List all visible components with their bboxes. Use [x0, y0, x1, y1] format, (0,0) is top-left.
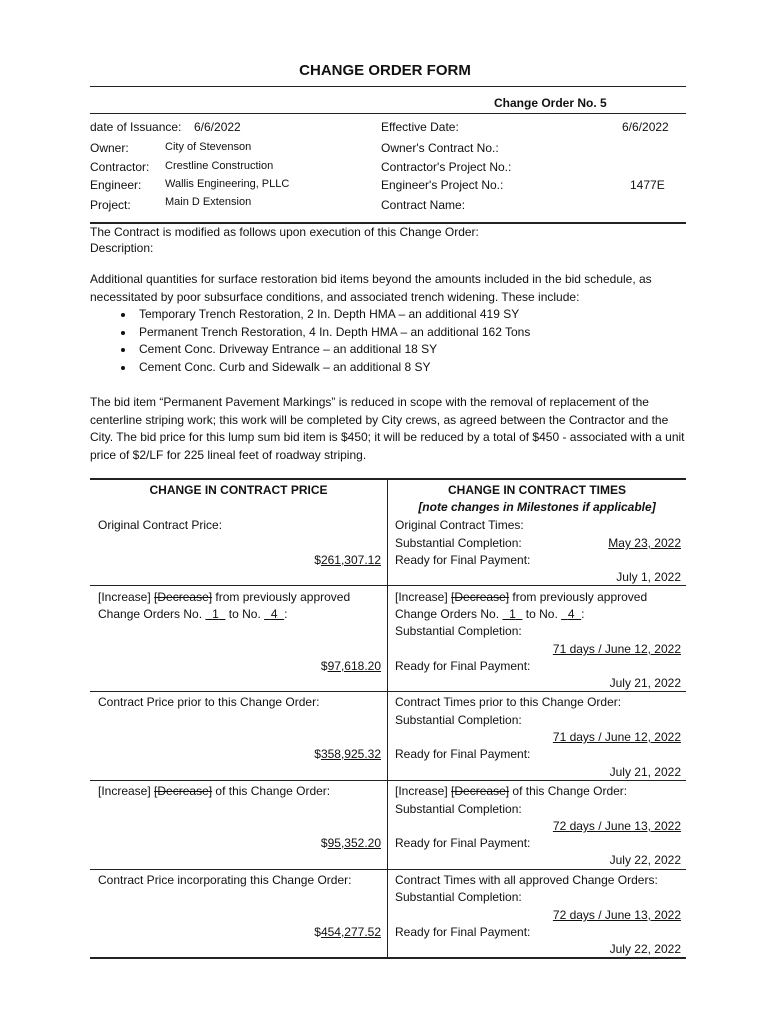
increase-label: [Increase]: [98, 784, 151, 798]
original-times-label: Original Contract Times:: [395, 518, 524, 532]
prev-times-label: [395, 590, 647, 604]
amount: 454,277.52: [320, 925, 381, 939]
label-text: Change Orders No.: [395, 607, 500, 621]
original-ready-value: July 1, 2022: [616, 570, 681, 584]
substantial-completion-label: Substantial Completion:: [395, 624, 522, 638]
divider: [90, 113, 686, 114]
increase-label: [Increase]: [395, 590, 448, 604]
intro-line: The Contract is modified as follows upon execution of this Change Order:: [90, 225, 479, 239]
prior-times-label: Contract Times prior to this Change Order:: [395, 695, 622, 709]
ready-for-final-payment-label: Ready for Final Payment:: [395, 553, 531, 567]
label-text: to No.: [525, 607, 558, 621]
original-price-value: [314, 553, 381, 567]
this-ready-value: July 22, 2022: [609, 853, 681, 867]
date-of-issuance-label: date of Issuance:: [90, 120, 182, 134]
prior-ready-value: July 21, 2022: [609, 765, 681, 779]
change-order-number: Change Order No. 5: [494, 96, 607, 110]
currency-sign: $: [314, 553, 321, 567]
project-label: Project:: [90, 198, 131, 212]
label-text: from previously approved: [509, 590, 648, 604]
this-price-label: [98, 784, 330, 798]
co-to: [561, 607, 581, 621]
page-title: CHANGE ORDER FORM: [299, 62, 471, 79]
substantial-completion-label: Substantial Completion:: [395, 890, 522, 904]
contractors-project-label: Contractor's Project No.:: [381, 160, 512, 174]
prev-times-change-orders: Change Orders No. 1 to No. 4 :: [395, 607, 585, 621]
co-to-value: 4: [567, 607, 575, 621]
label-text: of this Change Order:: [212, 784, 331, 798]
owner-value: City of Stevenson: [165, 141, 252, 153]
engineers-project-label: Engineer's Project No.:: [381, 178, 504, 192]
contractor-label: Contractor:: [90, 160, 150, 174]
table-column-divider: [387, 479, 388, 958]
table-bottom-border: [90, 957, 686, 959]
price-column-header: CHANGE IN CONTRACT PRICE: [149, 483, 328, 497]
label-text: of this Change Order:: [509, 784, 628, 798]
list-item: • Permanent Trench Restoration, 4 In. Depth HMA – an additional 162 Tons: [135, 324, 690, 342]
currency-sign: $: [320, 836, 328, 850]
decrease-label: [Decrease]: [451, 590, 510, 604]
prev-price-change-orders: Change Orders No. 1 to No. 4 :: [98, 607, 288, 621]
currency-sign: $: [314, 747, 321, 761]
owner-label: Owner:: [90, 141, 129, 155]
times-column-header: CHANGE IN CONTRACT TIMES: [448, 483, 626, 497]
decrease-label: [Decrease]: [154, 590, 213, 604]
co-to-value: 4: [270, 607, 278, 621]
amount: 358,925.32: [320, 747, 381, 761]
divider: [90, 86, 686, 87]
this-times-label: [395, 784, 627, 798]
prior-substantial-value: 71 days / June 12, 2022: [552, 730, 681, 744]
date-of-issuance-value: 6/6/2022: [194, 120, 241, 134]
description-paragraph-2: The bid item “Permanent Pavement Markings” is reduced in scope with the removal of replacement of the centerline striping work; this work will be completed by City crews, as agreed between the Contractor and the City. The bid price for this lump sum bid item is $450; it will be reduced by a total of $450 - associated with a unit price of $2/LF for 225 lineal feet of roadway striping.: [90, 395, 685, 462]
table-row-divider: [90, 691, 686, 692]
incorporating-price-label: Contract Price incorporating this Change Order:: [98, 873, 352, 887]
prev-ready-value: July 21, 2022: [609, 676, 681, 690]
co-from-value: 1: [212, 607, 219, 621]
currency-sign: $: [320, 659, 328, 673]
this-price-value: [321, 836, 381, 850]
effective-date-label: Effective Date:: [381, 120, 459, 134]
description-label: Description:: [90, 241, 154, 255]
divider: [90, 222, 686, 224]
table-row-divider: [90, 585, 686, 586]
prev-price-value: [321, 659, 381, 673]
prev-substantial-value: 71 days / June 12, 2022: [552, 642, 681, 656]
incorporating-times-label: Contract Times with all approved Change Orders:: [395, 873, 658, 887]
table-top-border: [90, 478, 686, 480]
label-text: to No.: [228, 607, 261, 621]
amount: 261,307.12: [320, 553, 381, 567]
amount: 95,352.20: [327, 836, 381, 850]
label-text: from previously approved: [212, 590, 351, 604]
engineers-project-value: 1477E: [630, 178, 665, 192]
decrease-label: [Decrease]: [154, 784, 213, 798]
label-text: Change Orders No.: [98, 607, 203, 621]
list-item: • Temporary Trench Restoration, 2 In. Depth HMA – an additional 419 SY: [135, 306, 690, 324]
co-from: [502, 607, 522, 621]
description-body: [90, 271, 690, 377]
substantial-completion-label: Substantial Completion:: [395, 713, 522, 727]
co-to: [264, 607, 284, 621]
original-price-label: Original Contract Price:: [98, 518, 223, 532]
incorporating-ready-value: July 22, 2022: [609, 942, 681, 956]
owners-contract-label: Owner's Contract No.:: [381, 141, 499, 155]
substantial-completion-label: Substantial Completion:: [395, 802, 522, 816]
table-row-divider: [90, 780, 686, 781]
incorporating-price-value: [314, 925, 381, 939]
contractor-value: Crestline Construction: [165, 160, 274, 172]
ready-for-final-payment-label: Ready for Final Payment:: [395, 659, 531, 673]
ready-for-final-payment-label: Ready for Final Payment:: [395, 925, 531, 939]
description-paragraph: Additional quantities for surface restoration bid items beyond the amounts included in the bid schedule, as necessitated by poor subsurface conditions, and associated trench widening. These include:: [90, 272, 652, 304]
bullet-list: [90, 306, 690, 376]
substantial-completion-label: Substantial Completion:: [395, 536, 522, 550]
prior-price-value: [314, 747, 381, 761]
currency-sign: $: [314, 925, 321, 939]
co-from-value: 1: [509, 607, 516, 621]
effective-date-value: 6/6/2022: [622, 120, 669, 134]
engineer-value: Wallis Engineering, PLLC: [165, 178, 290, 190]
decrease-label: [Decrease]: [451, 784, 510, 798]
amount: 97,618.20: [327, 659, 381, 673]
co-from: [205, 607, 225, 621]
list-item: • Cement Conc. Curb and Sidewalk – an additional 8 SY: [135, 359, 690, 377]
list-item: • Cement Conc. Driveway Entrance – an additional 18 SY: [135, 341, 690, 359]
this-substantial-value: 72 days / June 13, 2022: [552, 819, 681, 833]
prev-price-label: [98, 590, 350, 604]
increase-label: [Increase]: [98, 590, 151, 604]
ready-for-final-payment-label: Ready for Final Payment:: [395, 747, 531, 761]
original-substantial-value: May 23, 2022: [608, 536, 681, 550]
incorporating-substantial-value: 72 days / June 13, 2022: [552, 908, 681, 922]
increase-label: [Increase]: [395, 784, 448, 798]
table-row-divider: [90, 869, 686, 870]
contract-name-label: Contract Name:: [381, 198, 466, 212]
project-value: Main D Extension: [165, 196, 252, 208]
times-column-subheader: [note changes in Milestones if applicable]: [418, 500, 656, 514]
engineer-label: Engineer:: [90, 178, 142, 192]
prior-price-label: Contract Price prior to this Change Order:: [98, 695, 320, 709]
ready-for-final-payment-label: Ready for Final Payment:: [395, 836, 531, 850]
